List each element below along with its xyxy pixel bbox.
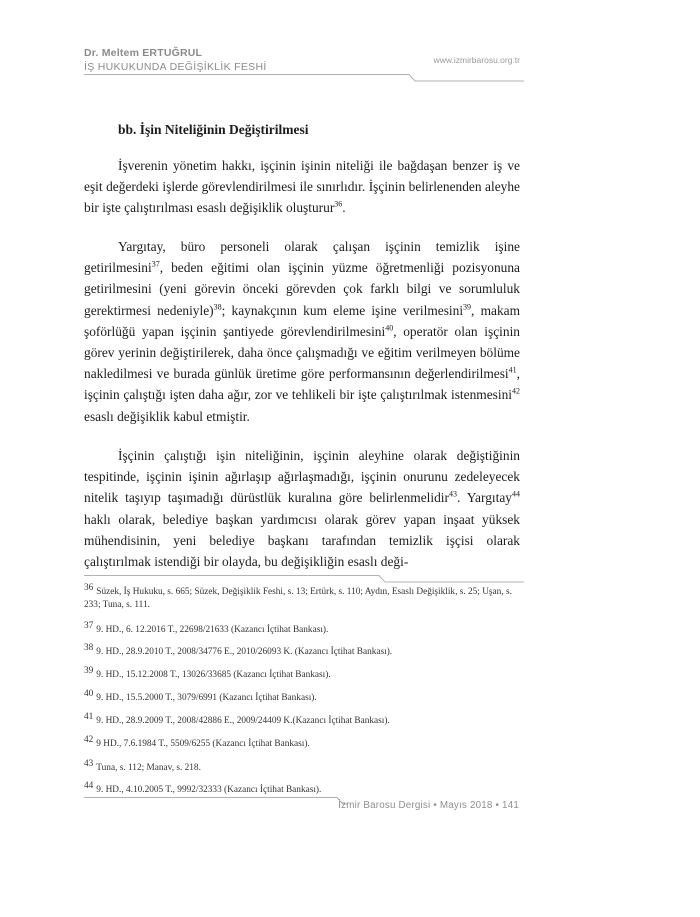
- footnote-43: $^{43}$ Tuna, s. 112; Manav, s. 218.: [84, 758, 201, 773]
- footnote-ref[interactable]: 38: [213, 302, 222, 312]
- body-paragraph: Yargıtay, büro personeli olarak çalışan işçinin temizlik işine getirilmesini$^{37}$, beden eğitimi olan işçinin yüzme öğretmenliği pozisyonuna getirilmesini (yeni görevin önceki görevden çok farklı bilgi ve sorumluluk gerektirmesi nedeniyle)$^{38}$; kaynakçının kum eleme işine verilmesini$^{39}$, makam şoförlüğü yapan işçinin şantiyede görevlendirilmesini$^{40}$, operatör olan işçinin görev yerinin değiştirilerek, daha önce çalışmadığı ve eğitim verilmeyen bölüme nakledilmesi ve burada günlük üretime göre performansının değerlendirilmesi$^{41}$, işçinin çalıştığı işten daha ağır, zor ve tehlikeli bir işte çalıştırılmak istenmesini$^{42}$ esaslı değişiklik kabul etmiştir.: [84, 239, 520, 424]
- header-rule: [84, 74, 524, 82]
- footnote-41: $^{41}$ 9. HD., 28.9.2009 T., 2008/42886 E., 2009/24409 K.(Kazancı İçtihat Bankası).: [84, 711, 390, 726]
- header-url: www.izmirbarosu.org.tr: [433, 55, 520, 65]
- body-paragraph: İşçinin çalıştığı işin niteliğinin, işçinin aleyhine olarak değiştiğinin tespitinde, işçinin işinin ağırlaşıp ağırlaşmadığı, işçinin onurunu zedeleyecek nitelik taşıyıp taşımadığı dürüstlük kuralına göre belirlenmelidir$^{43}$. Yargıtay$^{44}$ haklı olarak, belediye başkan yardımcısı olarak görev yapan inşaat yüksek mühendisinin, yeni belediye başkanı tarafından temizlik işçisi olarak çalıştırılmak istendiği bir olayda, bu değişikliğin esaslı deği-: [84, 448, 520, 570]
- footnote-ref[interactable]: 36: [334, 199, 343, 209]
- footnote-42: $^{42}$ 9 HD., 7.6.1984 T., 5509/6255 (Kazancı İçtihat Bankası).: [84, 734, 310, 749]
- footnote-44: $^{44}$ 9. HD., 4.10.2005 T., 9992/32333 (Kazancı İçtihat Bankası).: [84, 780, 322, 795]
- author-surname: ERTUĞRUL: [142, 47, 203, 59]
- footnote-40: $^{40}$ 9. HD., 15.5.2000 T., 3079/6991 (Kazancı İçtihat Bankası).: [84, 688, 317, 703]
- footnote-ref[interactable]: 42: [512, 386, 520, 396]
- issue-date: Mayıs 2018: [439, 800, 493, 811]
- running-head-author: [84, 47, 202, 59]
- footnote-ref[interactable]: 39: [463, 302, 472, 312]
- running-head-title: İŞ HUKUKUNDA DEĞİŞİKLİK FESHİ: [84, 61, 267, 73]
- author-prefix: Dr. Meltem: [84, 47, 143, 59]
- journal-name: İzmir Barosu Dergisi: [338, 800, 431, 811]
- footnote-39: $^{39}$ 9. HD., 15.12.2008 T., 13026/33685 (Kazancı İçtihat Bankası).: [84, 665, 331, 680]
- section-heading: bb. İşin Niteliğinin Değiştirilmesi: [118, 122, 309, 137]
- footnote-ref[interactable]: 43: [448, 489, 457, 499]
- footnote-36: $^{36}$ Süzek, İş Hukuku, s. 665; Süzek, Değişiklik Feshi, s. 13; Ertürk, s. 110; Aydın, Esaslı Değişiklik, s. 25; Uşan, s. 233; Tuna, s. 111.: [84, 582, 512, 610]
- page-number: 141: [502, 800, 519, 811]
- footnote-ref[interactable]: 40: [385, 323, 394, 333]
- footnote-rule: [84, 575, 524, 583]
- running-foot: İzmir Barosu Dergisi • Mayıs 2018 • 141: [338, 800, 519, 811]
- footnote-38: $^{38}$ 9. HD., 28.9.2010 T., 2008/34776 E., 2010/26093 K. (Kazancı İçtihat Bankası).: [84, 642, 393, 657]
- footnote-ref[interactable]: 44: [512, 489, 520, 499]
- footnote-ref[interactable]: 41: [508, 365, 517, 375]
- footnote-ref[interactable]: 37: [151, 259, 160, 269]
- footnote-37: $^{37}$ 9. HD., 6. 12.2016 T., 22698/21633 (Kazancı İçtihat Bankası).: [84, 620, 329, 635]
- body-paragraph: İşverenin yönetim hakkı, işçinin işinin niteliği ile bağdaşan benzer iş ve eşit değerdeki işlerde görevlendirilmesi ile sınırlıdır. İşçinin belirlenenden aleyhe bir işte çalıştırılması esaslı değişiklik oluşturur$^{36}$.: [84, 158, 520, 216]
